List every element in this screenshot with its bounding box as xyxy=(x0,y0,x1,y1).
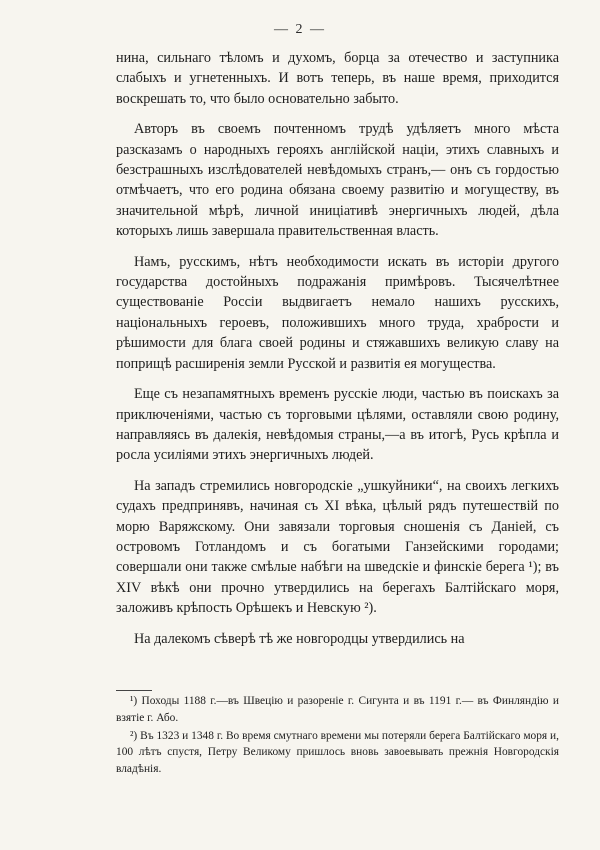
paragraph: На далекомъ сѣверѣ тѣ же новгородцы утвердились на xyxy=(134,630,465,647)
page-number: — 2 — xyxy=(274,22,326,37)
footnote: ²) Въ 1323 и 1348 г. Во время смутнаго времени мы потеряли берега Балтійскаго моря и, 100 лѣтъ спустя, Петру Великому пришлось вновь завоевывать прежнія Новгородскія владѣнія. xyxy=(116,729,559,776)
footnote: ¹) Походы 1188 г.—въ Швецію и разореніе г. Сигунта и въ 1191 г.— въ Финляндію и взятіе г. Або. xyxy=(116,695,559,724)
paragraph: Авторъ въ своемъ почтенномъ трудѣ удѣляетъ много мѣста разсказамъ о народныхъ герояхъ англійской націи, этихъ славныхъ и безстрашныхъ изслѣдователей невѣдомыхъ странъ,— онъ съ гордостью отмѣчаетъ, что его родина обязана своему развитію и могуществу, въ значительной мѣрѣ, личной иниціативѣ энергичныхъ людей, дѣла которыхъ лишь завершала правительственная власть. xyxy=(116,121,559,240)
paragraph: На западъ стремились новгородскіе „ушкуйники“, на своихъ легкихъ судахъ предпринявъ, начиная съ XI вѣка, цѣлый рядъ путешествій по морю Варяжскому. Они завязали торговыя сношенія съ Даніей, съ островомъ Готландомъ и съ богатыми Ганзейскими городами; совершали они также смѣлые набѣги на шведскіе и финскіе берега ¹); въ XIV вѣкѣ они прочно утвердились на берегахъ Балтійскаго моря, заложивъ крѣпость Орѣшекъ и Невскую ²). xyxy=(116,477,559,617)
footnote-divider xyxy=(116,690,152,691)
body-text xyxy=(116,48,559,649)
paragraph: нина, сильнаго тѣломъ и духомъ, борца за отечество и заступника слабыхъ и угнетенныхъ. И вотъ теперь, въ наше время, приходится воскрешать то, что было основательно забыто. xyxy=(116,50,559,107)
paragraph: Намъ, русскимъ, нѣтъ необходимости искать въ исторіи другого государства достойныхъ подражанія примѣровъ. Тысячелѣтнее существованіе Россіи выдвигаетъ немало нашихъ русскихъ, національныхъ героевъ, положившихъ много труда, храбрости и рѣшимости для блага своей родины и стяжавшихъ великую славу на поприщѣ расширенія земли Русской и развитія ея могущества. xyxy=(116,253,559,372)
footnotes xyxy=(116,693,559,779)
paragraph: Еще съ незапамятныхъ временъ русскіе люди, частью въ поискахъ за приключеніями, частью съ торговыми цѣлями, оставляли свою родину, направляясь въ далекія, невѣдомыя страны,—а въ итогѣ, Русь крѣпла и росла усиліями этихъ энергичныхъ людей. xyxy=(116,386,559,464)
